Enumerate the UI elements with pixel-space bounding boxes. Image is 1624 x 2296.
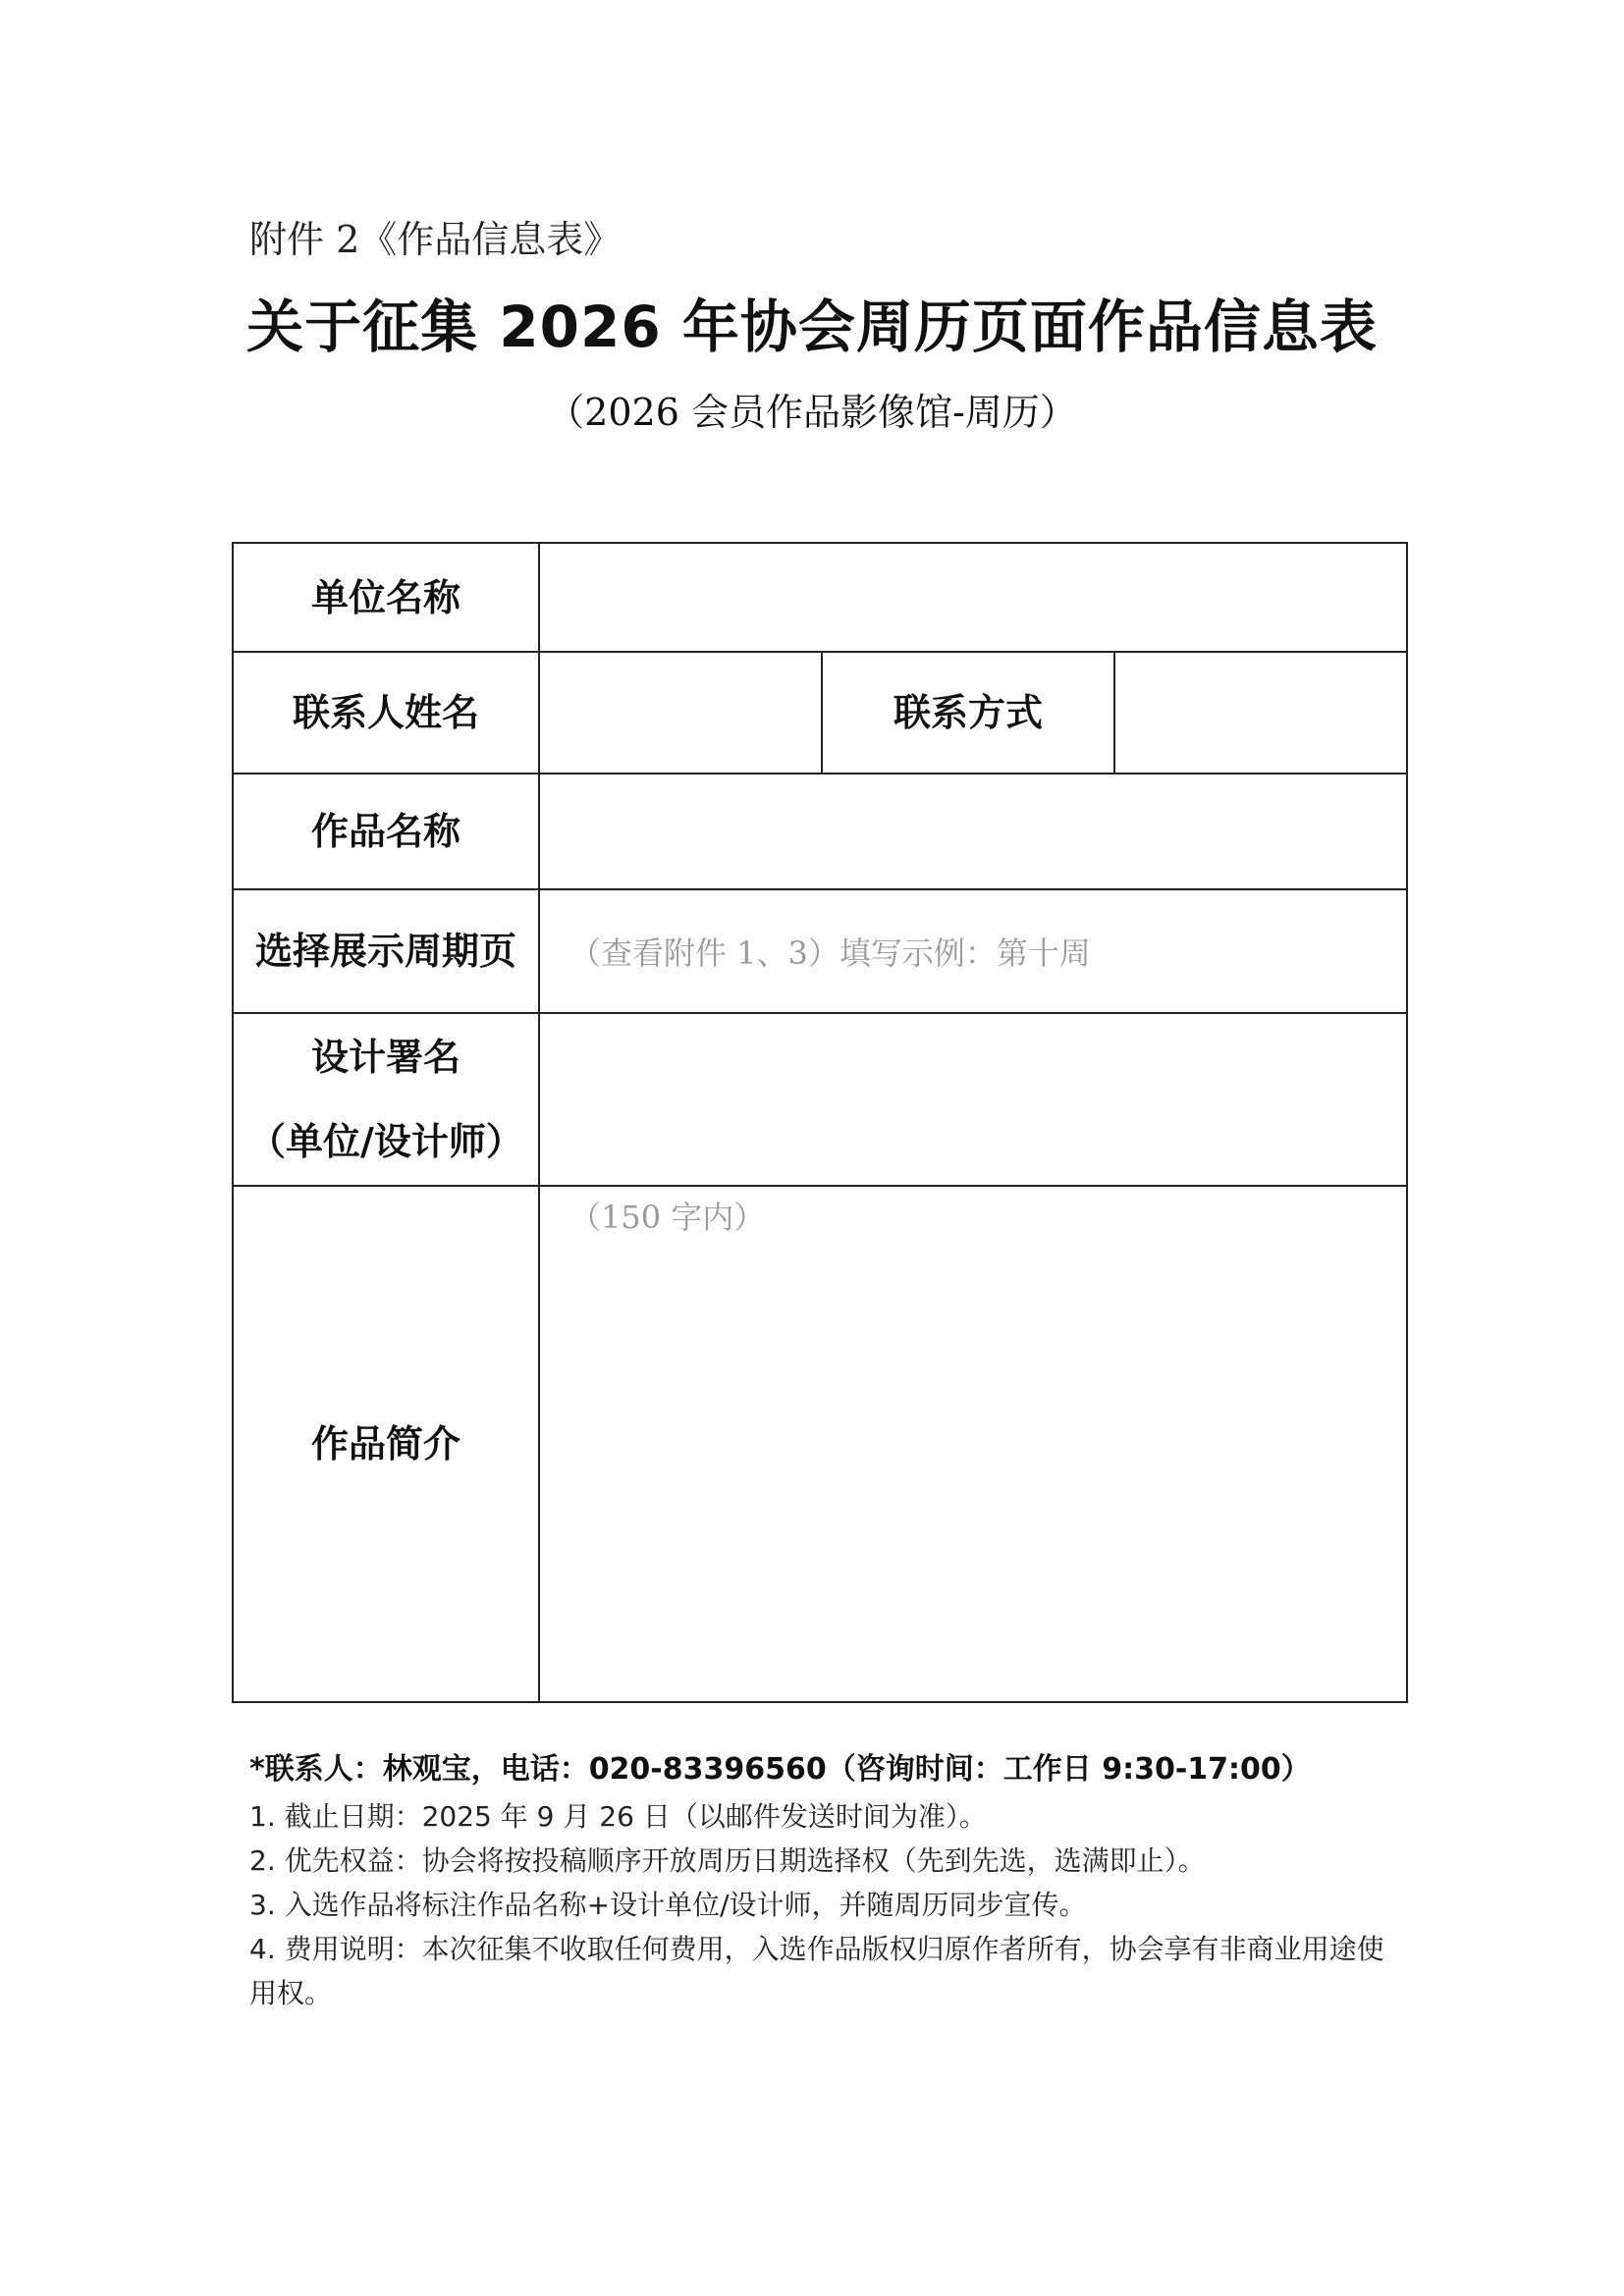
page-title: 关于征集 2026 年协会周历页面作品信息表	[246, 294, 1378, 360]
row-week-page	[233, 889, 1407, 1013]
work-name-label: 作品名称	[233, 774, 539, 889]
page-subtitle: （2026 会员作品影像馆-周历）	[547, 391, 1077, 434]
notes-section	[249, 1745, 1388, 2015]
unit-name-field[interactable]	[539, 543, 1407, 652]
attachment-label: 附件 2《作品信息表》	[249, 218, 622, 261]
signature-label	[233, 1013, 539, 1186]
contact-name-field[interactable]	[539, 652, 822, 774]
intro-label: 作品简介	[233, 1186, 539, 1702]
signature-label-line1: 设计署名	[310, 1036, 460, 1079]
week-page-label: 选择展示周期页	[233, 889, 539, 1013]
week-page-field[interactable]	[539, 889, 1407, 1013]
note-item: 2. 优先权益：协会将按投稿顺序开放周历日期选择权（先到先选，选满即止）。	[249, 1844, 1206, 1877]
work-name-field[interactable]	[539, 774, 1407, 889]
work-info-table	[232, 542, 1408, 1703]
note-item: 1. 截止日期：2025 年 9 月 26 日（以邮件发送时间为准）。	[249, 1800, 987, 1833]
row-unit-name	[233, 543, 1407, 652]
week-page-hint: （查看附件 1、3）填写示例：第十周	[569, 934, 1091, 972]
row-signature	[233, 1013, 1407, 1186]
row-contact	[233, 652, 1407, 774]
signature-label-line2: （单位/设计师）	[248, 1120, 523, 1163]
row-work-name	[233, 774, 1407, 889]
signature-field[interactable]	[539, 1013, 1407, 1186]
row-intro	[233, 1186, 1407, 1702]
contact-method-label: 联系方式	[822, 652, 1114, 774]
intro-field[interactable]	[539, 1186, 1407, 1702]
contact-line: *联系人：林观宝，电话：020-83396560（咨询时间：工作日 9:30-17:00）	[249, 1752, 1311, 1787]
note-item: 3. 入选作品将标注作品名称+设计单位/设计师，并随周历同步宣传。	[249, 1889, 1087, 1921]
contact-method-field[interactable]	[1114, 652, 1407, 774]
unit-name-label: 单位名称	[233, 543, 539, 652]
note-item: 4. 费用说明：本次征集不收取任何费用，入选作品版权归原作者所有，协会享有非商业用途使用权。	[249, 1933, 1384, 2009]
intro-hint: （150 字内）	[569, 1199, 766, 1236]
contact-name-label: 联系人姓名	[233, 652, 539, 774]
